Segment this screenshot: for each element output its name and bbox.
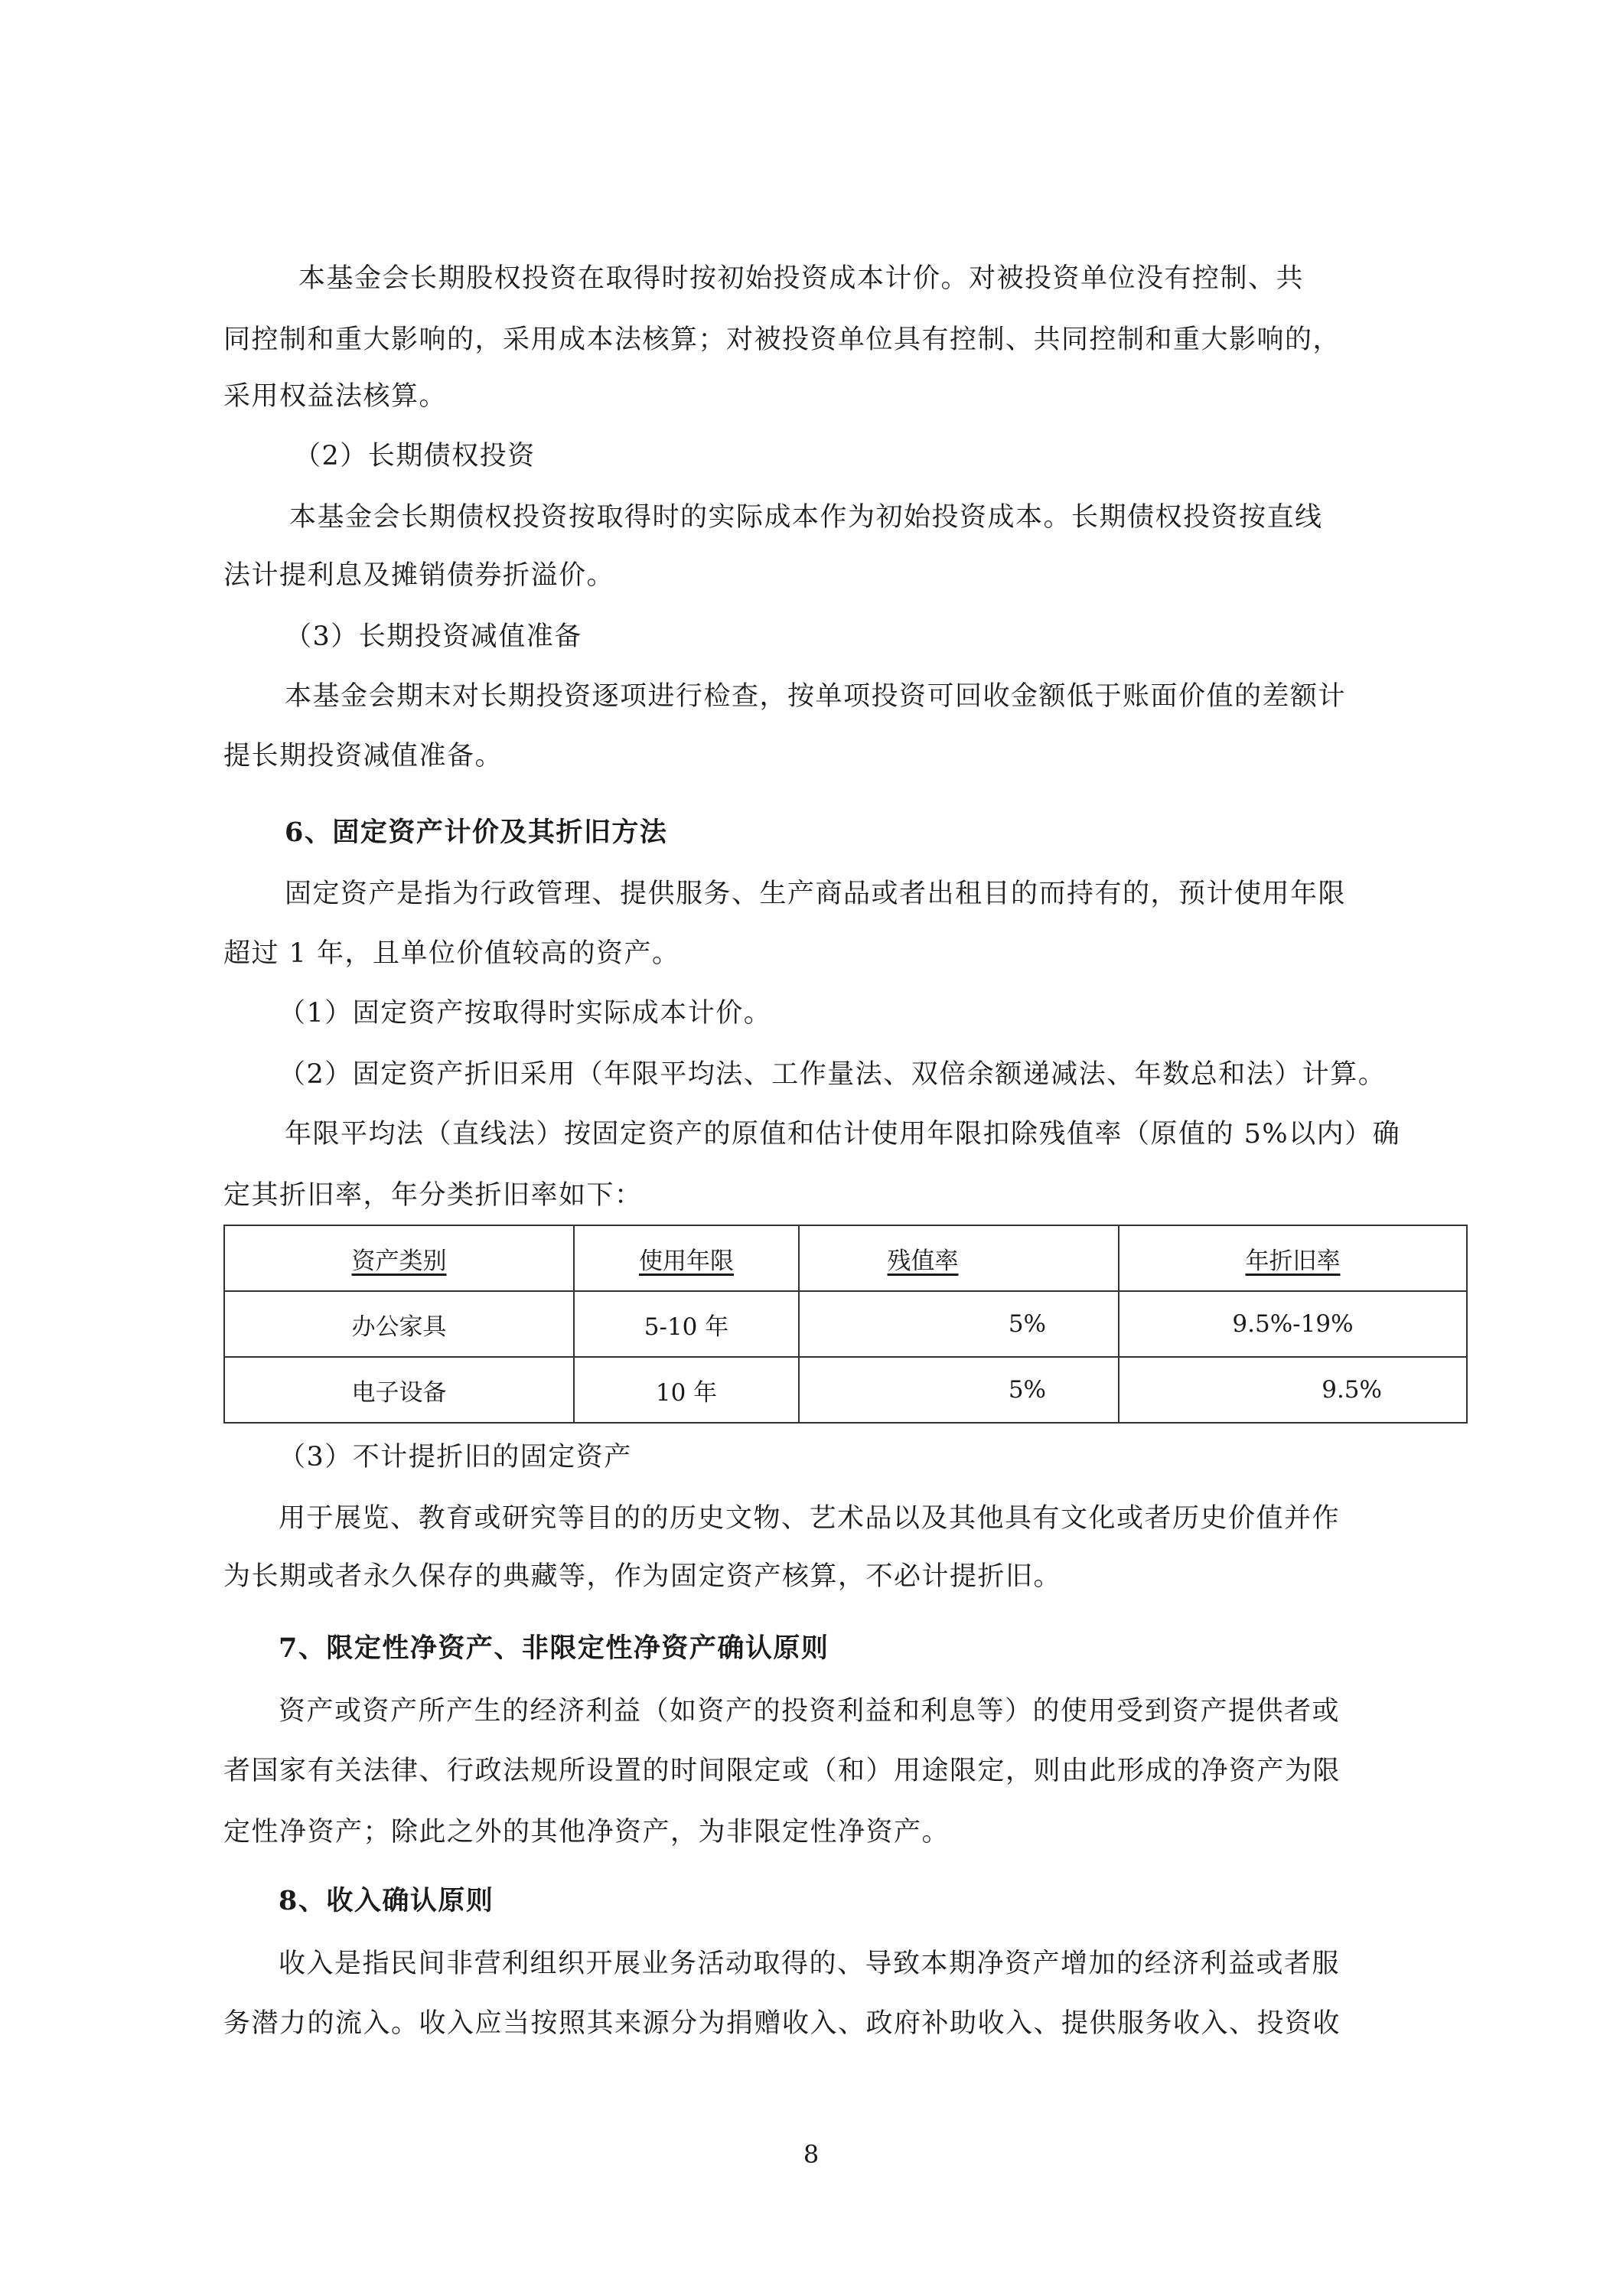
paragraph-line: 本基金会长期股权投资在取得时按初始投资成本计价。对被投资单位没有控制、共	[298, 263, 1305, 294]
paragraph-line: 提长期投资减值准备。	[223, 741, 504, 771]
table-header-cell: 使用年限	[574, 1225, 799, 1291]
table-header-cell: 年折旧率	[1119, 1225, 1467, 1291]
table-cell: 5%	[799, 1291, 1119, 1357]
table-cell: 5-10 年	[574, 1291, 799, 1357]
paragraph-line: 务潜力的流入。收入应当按照其来源分为捐赠收入、政府补助收入、提供服务收入、投资收	[223, 2008, 1341, 2039]
subheading: （2）长期债权投资	[294, 441, 536, 471]
table-header-cell: 残值率	[799, 1225, 1119, 1291]
table-row	[224, 1357, 1467, 1423]
table-row	[224, 1291, 1467, 1357]
paragraph-line: 采用权益法核算。	[223, 381, 448, 412]
paragraph-line: 同控制和重大影响的，采用成本法核算；对被投资单位具有控制、共同控制和重大影响的，	[223, 325, 1341, 355]
section-heading: 6、固定资产计价及其折旧方法	[285, 817, 668, 848]
section-heading: 8、收入确认原则	[279, 1885, 494, 1916]
table-header-row	[224, 1225, 1467, 1291]
table-cell: 5%	[799, 1357, 1119, 1423]
paragraph-line: 收入是指民间非营利组织开展业务活动取得的、导致本期净资产增加的经济利益或者服	[279, 1949, 1341, 1979]
table-cell: 办公家具	[224, 1291, 574, 1357]
paragraph-line: （2）固定资产折旧采用（年限平均法、工作量法、双倍余额递减法、年数总和法）计算。	[279, 1059, 1387, 1090]
paragraph-line: 年限平均法（直线法）按固定资产的原值和估计使用年限扣除残值率（原值的 5%以内）确	[285, 1119, 1401, 1150]
paragraph-line: 定性净资产；除此之外的其他净资产，为非限定性净资产。	[223, 1817, 950, 1848]
paragraph-line: 用于展览、教育或研究等目的的历史文物、艺术品以及其他具有文化或者历史价值并作	[279, 1503, 1341, 1534]
table-header-cell: 资产类别	[224, 1225, 574, 1291]
table-cell: 9.5%-19%	[1119, 1291, 1467, 1357]
page-number: 8	[803, 2140, 820, 2169]
paragraph-line: 定其折旧率，年分类折旧率如下：	[223, 1180, 643, 1211]
paragraph-line: 资产或资产所产生的经济利益（如资产的投资利益和利息等）的使用受到资产提供者或	[279, 1696, 1341, 1727]
table-cell: 电子设备	[224, 1357, 574, 1423]
paragraph-line: 法计提利息及摊销债券折溢价。	[223, 560, 615, 591]
paragraph-line: （1）固定资产按取得时实际成本计价。	[279, 998, 772, 1029]
subheading: （3）不计提折旧的固定资产	[279, 1442, 632, 1473]
paragraph-line: 本基金会长期债权投资按取得时的实际成本作为初始投资成本。长期债权投资按直线	[289, 502, 1323, 533]
paragraph-line: 固定资产是指为行政管理、提供服务、生产商品或者出租目的而持有的，预计使用年限	[285, 879, 1347, 909]
paragraph-line: 超过 1 年，且单位价值较高的资产。	[223, 938, 680, 969]
subheading: （3）长期投资减值准备	[285, 621, 582, 652]
paragraph-line: 为长期或者永久保存的典藏等，作为固定资产核算，不必计提折旧。	[223, 1561, 1062, 1592]
paragraph-line: 者国家有关法律、行政法规所设置的时间限定或（和）用途限定，则由此形成的净资产为限	[223, 1756, 1341, 1786]
table-cell: 9.5%	[1119, 1357, 1467, 1423]
paragraph-line: 本基金会期末对长期投资逐项进行检查，按单项投资可回收金额低于账面价值的差额计	[285, 681, 1347, 712]
depreciation-table	[223, 1225, 1468, 1424]
section-heading: 7、限定性净资产、非限定性净资产确认原则	[279, 1632, 829, 1664]
table-cell: 10 年	[574, 1357, 799, 1423]
